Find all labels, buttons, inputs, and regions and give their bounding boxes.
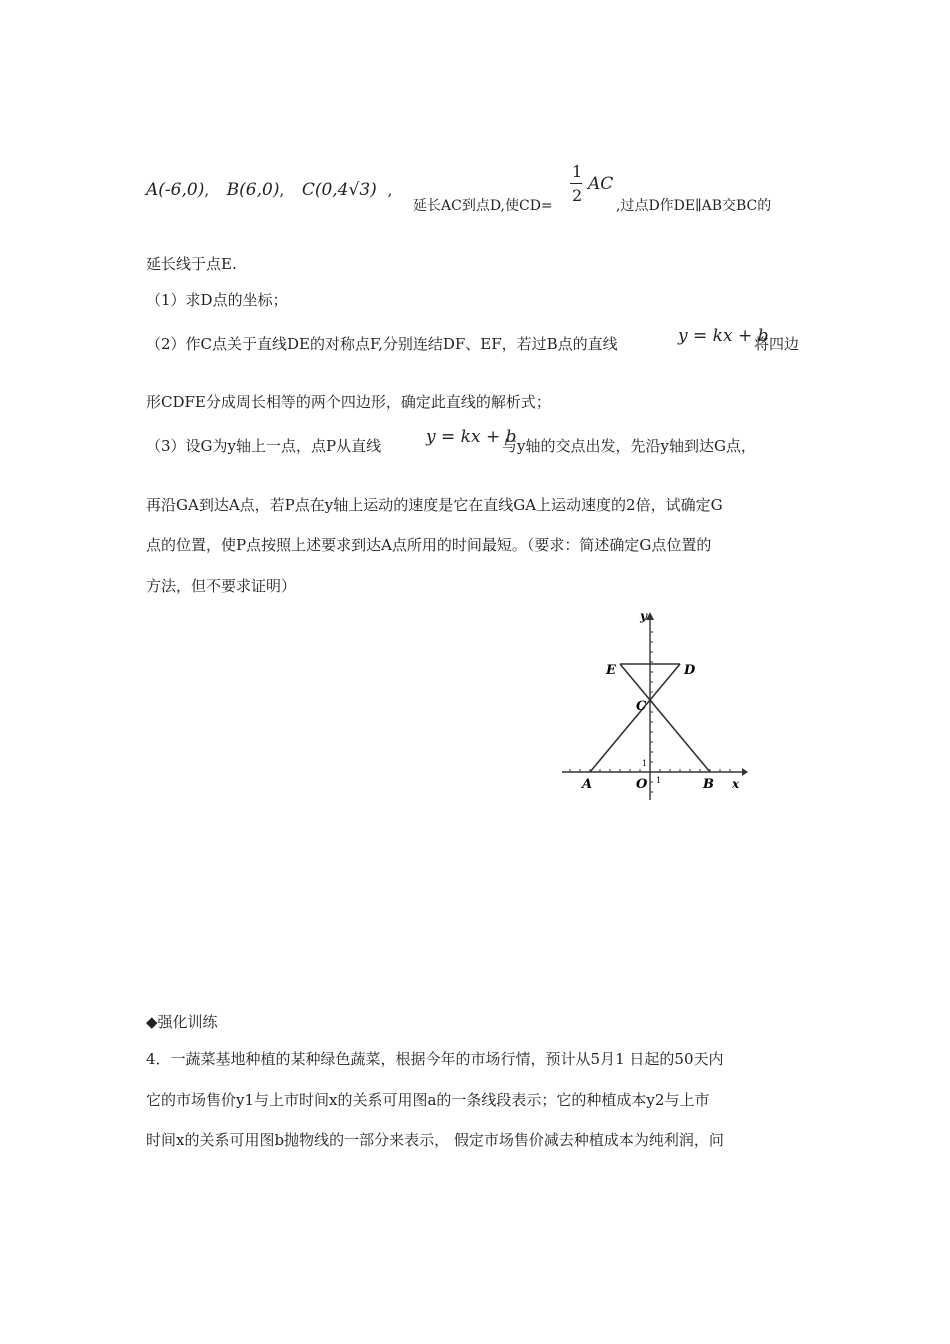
problem-4-line-3: 时间x的关系可用图b抛物线的一部分来表示， 假定市场售价减去种植成本为纯利润，问 — [146, 1131, 724, 1149]
geometry-figure — [560, 606, 750, 802]
x-axis-arrow — [742, 768, 748, 776]
point-b: B(6,0) — [226, 180, 280, 200]
problem-line-2: 延长线于点E. — [146, 255, 237, 273]
line1-text-b: ,过点D作DE∥AB交BC的 — [616, 198, 772, 214]
question-2-line-a — [146, 334, 618, 354]
problem-line-1-text — [413, 196, 553, 216]
point-a: A(-6,0) — [146, 180, 205, 200]
question-2-line-c: 形CDFE分成周长相等的两个四边形，确定此直线的解析式； — [146, 393, 551, 411]
q3-text-e: 方法，但不要求证明） — [146, 577, 297, 595]
section-header: ◆强化训练 — [146, 1013, 218, 1031]
label-o: O — [636, 777, 648, 792]
problem-4-line-1: 4．一蔬菜基地种植的某种绿色蔬菜，根据今年的市场行情，预计从5月1 日起的50天内 — [146, 1050, 724, 1068]
q3-formula: y = kx + b — [426, 427, 517, 447]
problem-line-1 — [146, 180, 392, 200]
problem-4-line-2: 它的市场售价y1与上市时间x的关系可用图a的一条线段表示；它的种植成本y2与上市 — [146, 1091, 710, 1109]
q2-text-b: 将四边 — [754, 335, 800, 353]
fraction-ac: AC — [588, 174, 614, 194]
label-a: A — [582, 777, 593, 792]
fraction-bar — [570, 183, 582, 184]
label-one-x: 1 — [656, 776, 662, 785]
question-1: （1）求D点的坐标； — [146, 291, 288, 309]
q3-text-c: 再沿GA到达A点，若P点在y轴上运动的速度是它在直线GA上运动速度的2倍，试确定G — [146, 496, 723, 514]
q3-text-b: 与y轴的交点出发，先沿y轴到达G点， — [502, 437, 756, 455]
y-axis-arrow — [646, 612, 654, 620]
q2-formula: y = kx + b — [678, 326, 769, 346]
line-ad — [590, 664, 680, 772]
q3-text-a: （3）设G为y轴上一点，点P从直线 — [146, 437, 382, 455]
label-d: D — [684, 663, 696, 678]
line1-text-a: 延长AC到点D,使CD= — [413, 198, 553, 214]
q3-text-d: 点的位置，使P点按照上述要求到达A点所用的时间最短。（要求：简述确定G点位置的 — [146, 536, 712, 554]
label-one-y: 1 — [642, 759, 648, 768]
problem-line-1-text-b — [616, 196, 771, 216]
fraction-denominator: 2 — [572, 186, 583, 205]
separator: , — [387, 181, 393, 199]
fraction-numerator: 1 — [572, 162, 583, 181]
label-y: y — [640, 609, 647, 623]
label-c: C — [636, 699, 647, 714]
label-b: B — [703, 777, 714, 792]
separator: , — [279, 181, 285, 199]
separator: , — [204, 181, 210, 199]
point-c: C(0,4√3) — [301, 180, 377, 200]
label-x: x — [732, 777, 740, 791]
q2-text-a: （2）作C点关于直线DE的对称点F,分别连结DF、EF，若过B点的直线 — [146, 335, 618, 353]
line-be — [620, 664, 710, 772]
label-e: E — [606, 663, 616, 678]
